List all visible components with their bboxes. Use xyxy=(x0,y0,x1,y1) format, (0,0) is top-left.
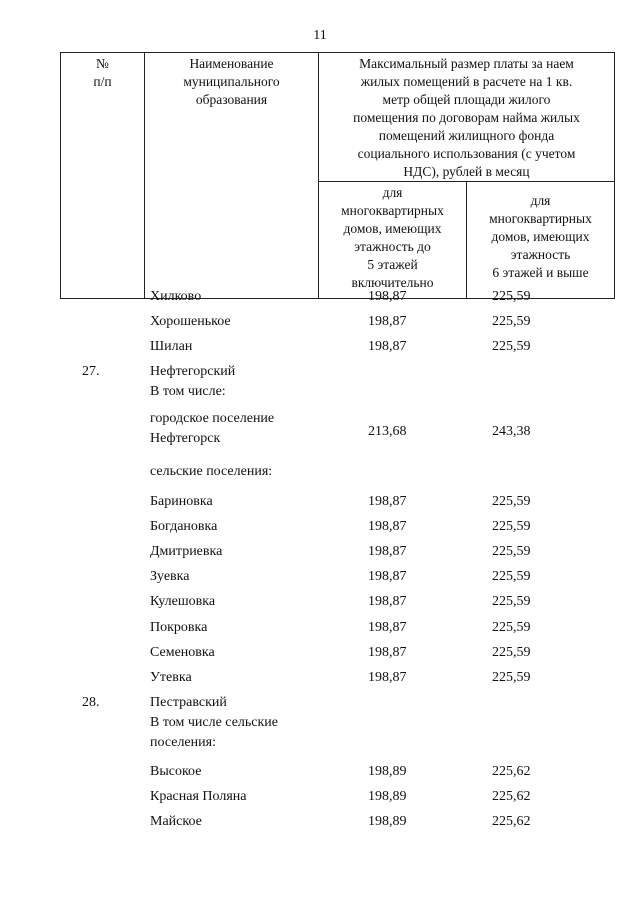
fee-up-to-5-floors: 213,68 xyxy=(368,424,407,439)
municipality-name: Высокое xyxy=(150,764,202,779)
fee-6-floors-and-above: 225,59 xyxy=(492,594,531,609)
row-number: 27. xyxy=(82,364,100,379)
municipality-name: Покровка xyxy=(150,620,208,635)
table-header xyxy=(60,52,615,299)
municipality-name: Дмитриевка xyxy=(150,544,223,559)
fee-6-floors-and-above: 225,59 xyxy=(492,519,531,534)
fee-6-floors-and-above: 225,59 xyxy=(492,289,531,304)
fee-6-floors-and-above: 225,59 xyxy=(492,314,531,329)
municipality-name: Зуевка xyxy=(150,569,190,584)
municipality-name: Шилан xyxy=(150,339,193,354)
fee-up-to-5-floors: 198,89 xyxy=(368,789,407,804)
municipality-name: городское поселение Нефтегорск xyxy=(150,411,275,446)
header-number-column: № п/п xyxy=(61,53,145,299)
municipality-name: Хорошенькое xyxy=(150,314,231,329)
municipality-name: Нефтегорский В том числе: xyxy=(150,364,236,399)
fee-6-floors-and-above: 225,59 xyxy=(492,339,531,354)
municipality-name: Майское xyxy=(150,814,202,829)
fee-up-to-5-floors: 198,87 xyxy=(368,645,407,660)
fee-up-to-5-floors: 198,87 xyxy=(368,314,407,329)
header-name-column: Наименование муниципального образования xyxy=(145,53,319,299)
municipality-name: Утевка xyxy=(150,670,192,685)
fee-6-floors-and-above: 225,62 xyxy=(492,814,531,829)
municipality-name: Бариновка xyxy=(150,494,213,509)
fee-up-to-5-floors: 198,87 xyxy=(368,289,407,304)
fee-up-to-5-floors: 198,87 xyxy=(368,594,407,609)
fee-up-to-5-floors: 198,89 xyxy=(368,764,407,779)
municipality-name: Пестравский В том числе сельские поселения: xyxy=(150,695,279,750)
fee-up-to-5-floors: 198,87 xyxy=(368,494,407,509)
municipality-name: Красная Поляна xyxy=(150,789,247,804)
fee-6-floors-and-above: 225,62 xyxy=(492,764,531,779)
fee-up-to-5-floors: 198,87 xyxy=(368,620,407,635)
fee-up-to-5-floors: 198,87 xyxy=(368,339,407,354)
fee-up-to-5-floors: 198,87 xyxy=(368,519,407,534)
page-number: 11 xyxy=(313,28,327,43)
municipality-name: Кулешовка xyxy=(150,594,216,609)
fee-6-floors-and-above: 243,38 xyxy=(492,424,531,439)
fee-up-to-5-floors: 198,89 xyxy=(368,814,407,829)
fee-6-floors-and-above: 225,59 xyxy=(492,645,531,660)
municipality-name: сельские поселения: xyxy=(150,464,273,479)
municipality-name: Хилково xyxy=(150,289,202,304)
fee-up-to-5-floors: 198,87 xyxy=(368,544,407,559)
fee-up-to-5-floors: 198,87 xyxy=(368,670,407,685)
municipality-name: Богдановка xyxy=(150,519,218,534)
header-subcolumn-6-floors-and-above: для многоквартирных домов, имеющих этажность 6 этажей и выше xyxy=(467,182,615,299)
header-fee-column: Максимальный размер платы за наем жилых помещений в расчете на 1 кв. метр общей площади жилого помещения по договорам найма жилых помещений жилищного фонда социального использования (с учетом НДС), рублей в месяц xyxy=(319,53,615,182)
fee-6-floors-and-above: 225,59 xyxy=(492,620,531,635)
fee-6-floors-and-above: 225,59 xyxy=(492,544,531,559)
fee-6-floors-and-above: 225,59 xyxy=(492,494,531,509)
fee-6-floors-and-above: 225,62 xyxy=(492,789,531,804)
row-number: 28. xyxy=(82,695,100,710)
municipality-name: Семеновка xyxy=(150,645,215,660)
fee-up-to-5-floors: 198,87 xyxy=(368,569,407,584)
fee-6-floors-and-above: 225,59 xyxy=(492,569,531,584)
fee-6-floors-and-above: 225,59 xyxy=(492,670,531,685)
header-subcolumn-up-to-5-floors: для многоквартирных домов, имеющих этажность до 5 этажей включительно xyxy=(319,182,467,299)
